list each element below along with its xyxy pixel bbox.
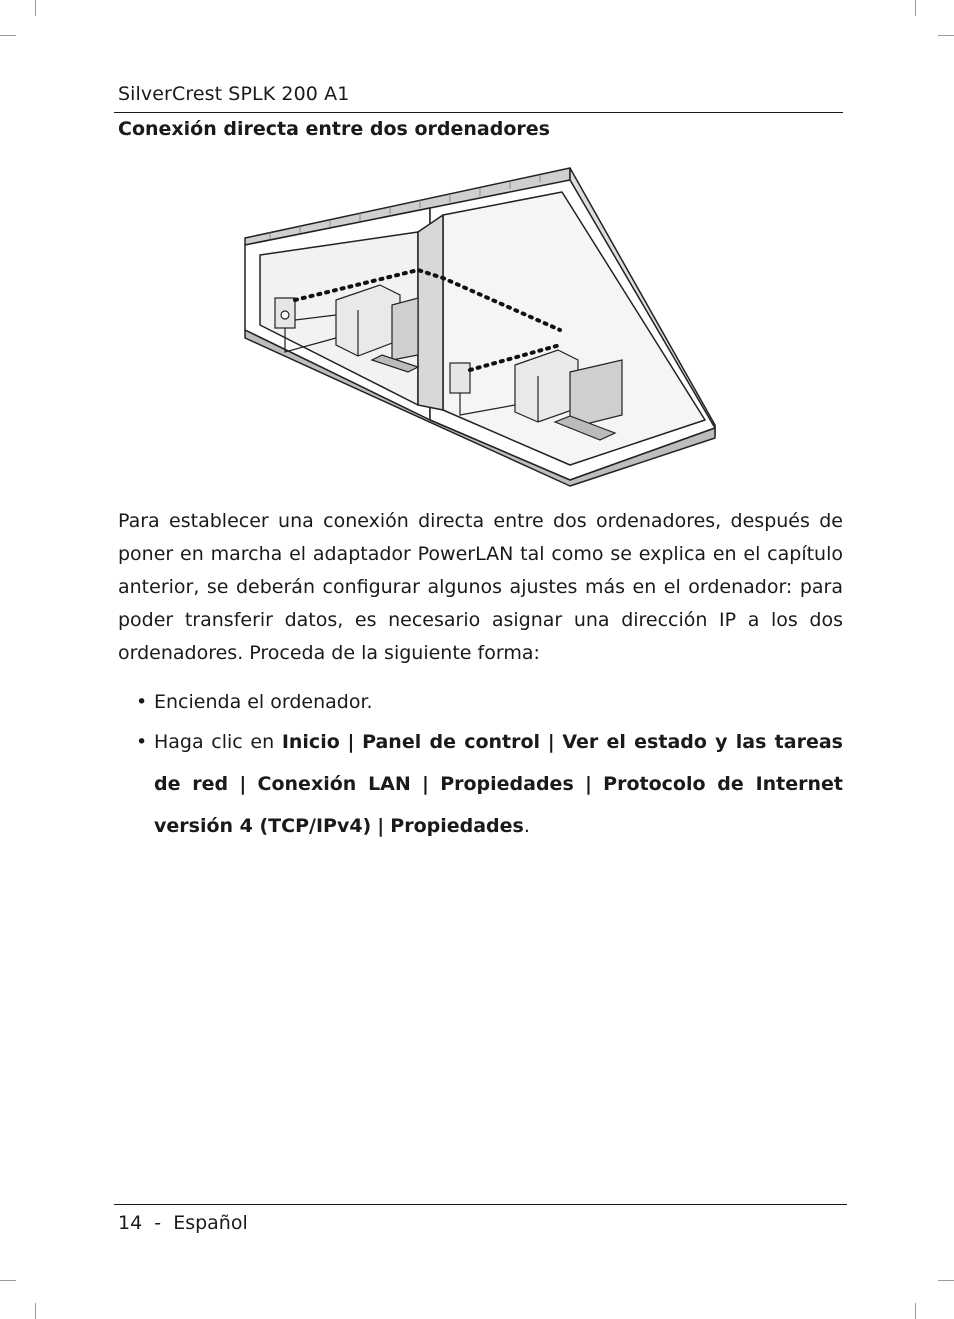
path-separator: | <box>377 815 385 837</box>
crop-mark <box>0 35 16 36</box>
menu-path-propiedades-final: Propiedades <box>390 815 524 837</box>
path-separator: | <box>584 773 592 795</box>
crop-mark <box>35 0 36 16</box>
path-separator: | <box>547 731 555 753</box>
list-item-text: Encienda el ordenador. <box>154 691 373 713</box>
page-number: 14 - Español <box>118 1212 248 1234</box>
crop-mark <box>915 0 916 16</box>
menu-path-inicio: Inicio <box>281 731 340 753</box>
menu-path-ver-estado: Ver el estado y las tareas de red <box>154 731 843 795</box>
bullet-marker: • <box>136 691 148 713</box>
bullet-marker: • <box>136 731 148 753</box>
menu-path-propiedades: Propiedades <box>440 773 574 795</box>
path-separator: | <box>347 731 355 753</box>
menu-path-conexion-lan: Conexión LAN <box>257 773 411 795</box>
running-header: SilverCrest SPLK 200 A1 <box>118 83 350 105</box>
monitor-left <box>392 298 418 360</box>
instruction-prefix: Haga clic en <box>154 731 282 753</box>
menu-path-panel-de-control: Panel de control <box>362 731 541 753</box>
body-paragraph: Para establecer una conexión directa entre dos ordenadores, después de poner en marcha el adaptador PowerLAN tal como se explica en el capítulo anterior, se deberán configurar algunos ajustes más en el ordenador: para poder transferir datos, es necesario asignar una dirección IP a los dos ordenadores. Proceda de la siguiente forma: <box>118 510 843 664</box>
crop-mark <box>915 1303 916 1319</box>
instruction-suffix: . <box>523 815 530 837</box>
crop-mark <box>938 35 954 36</box>
footer-rule <box>114 1204 847 1205</box>
powerlan-adapter-right <box>450 363 470 393</box>
crop-mark <box>0 1280 16 1281</box>
path-separator: | <box>239 773 247 795</box>
crop-mark <box>35 1303 36 1319</box>
crop-mark <box>938 1280 954 1281</box>
list-item-text <box>154 721 843 847</box>
header-rule <box>114 112 843 113</box>
menu-path-protocolo-ipv4: Protocolo de Internet versión 4 (TCP/IPv4) <box>154 773 844 837</box>
path-separator: | <box>422 773 429 795</box>
divider-wall <box>418 215 443 410</box>
house-network-illustration <box>240 160 720 490</box>
section-heading: Conexión directa entre dos ordenadores <box>118 118 550 140</box>
